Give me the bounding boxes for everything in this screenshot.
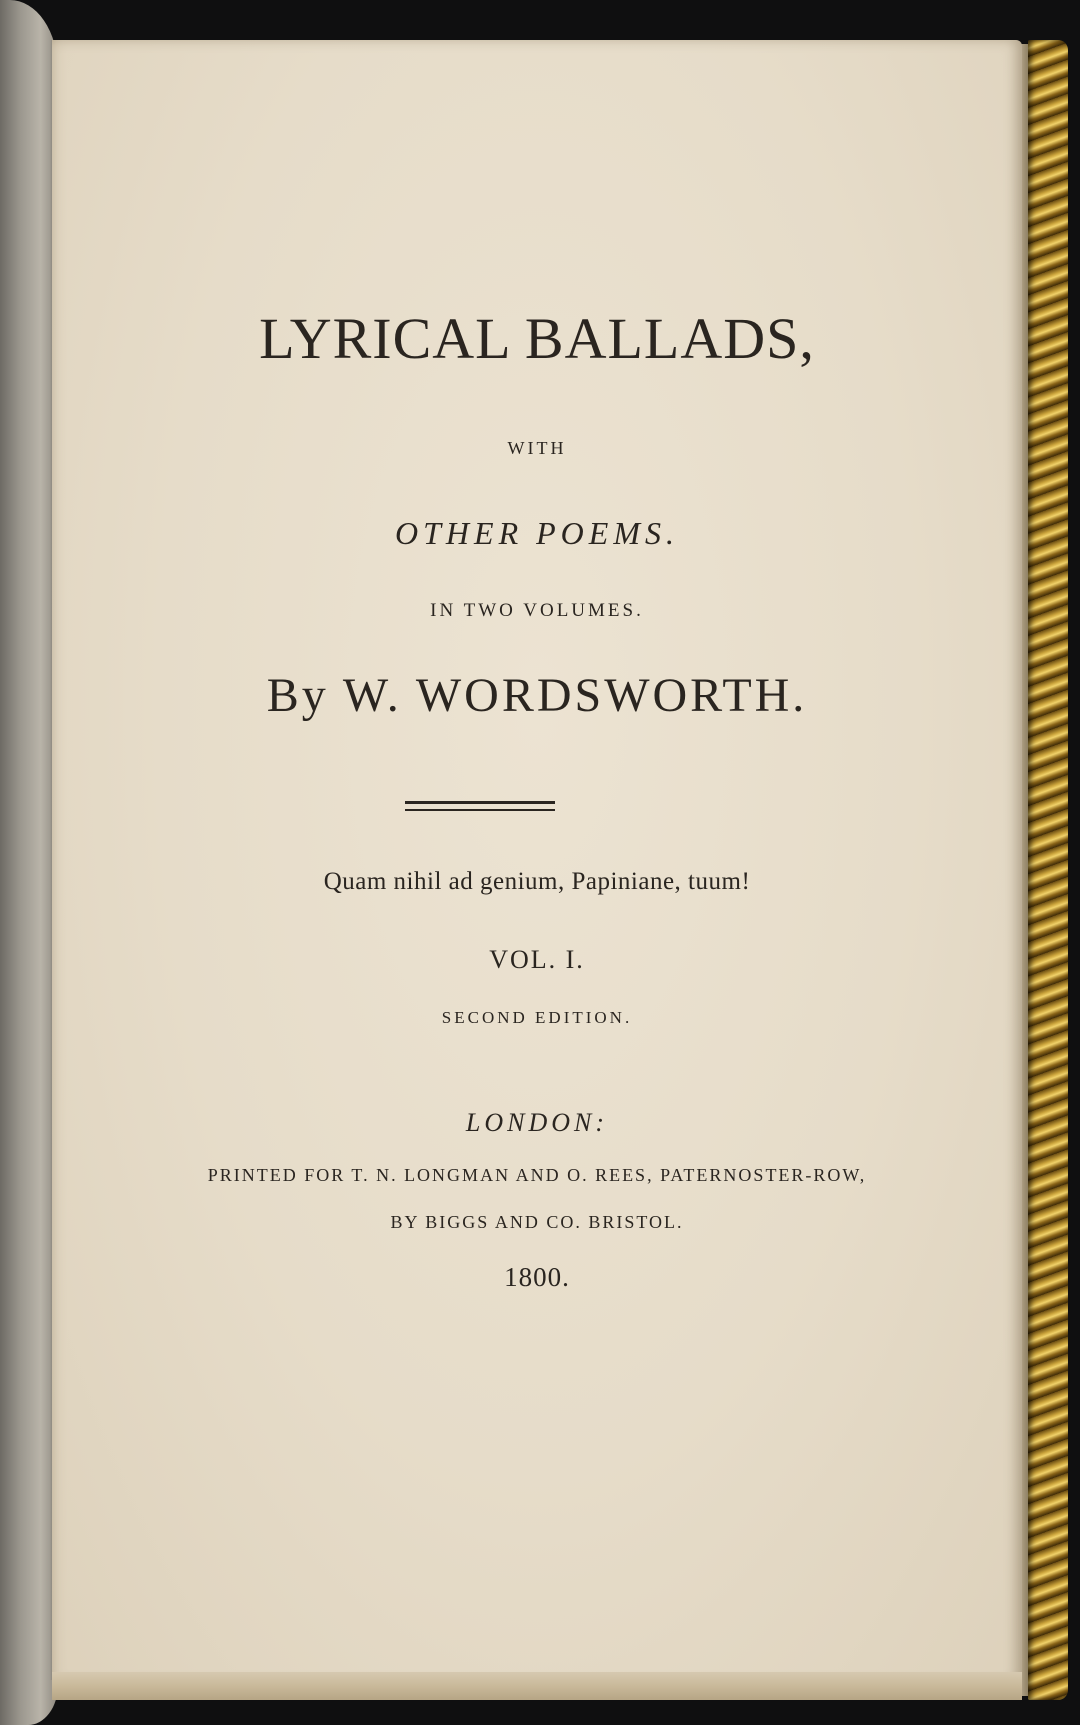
imprint-publisher: PRINTED FOR T. N. LONGMAN AND O. REES, PATERNOSTER-ROW, [207, 1165, 867, 1185]
facing-page-edge [0, 0, 58, 1725]
edition-statement: SECOND EDITION. [441, 1008, 633, 1027]
book-title: LYRICAL BALLADS, [259, 306, 815, 371]
decorative-rule-top [405, 801, 555, 804]
page-bottom-edge [52, 1672, 1022, 1700]
gilt-fore-edge [1028, 40, 1068, 1700]
title-page [52, 40, 1022, 1695]
imprint-year: 1800. [504, 1262, 570, 1292]
imprint-city: LONDON: [465, 1108, 609, 1137]
author-line: By W. WORDSWORTH. [266, 669, 808, 722]
subtitle-connector: WITH [507, 438, 567, 458]
volume-count: IN TWO VOLUMES. [430, 600, 644, 621]
volume-number: VOL. I. [489, 945, 585, 974]
decorative-rule-bottom [405, 809, 555, 811]
latin-motto: Quam nihil ad genium, Papiniane, tuum! [323, 868, 751, 895]
imprint-printer: BY BIGGS AND CO. BRISTOL. [390, 1212, 684, 1232]
subtitle: OTHER POEMS. [395, 515, 679, 551]
